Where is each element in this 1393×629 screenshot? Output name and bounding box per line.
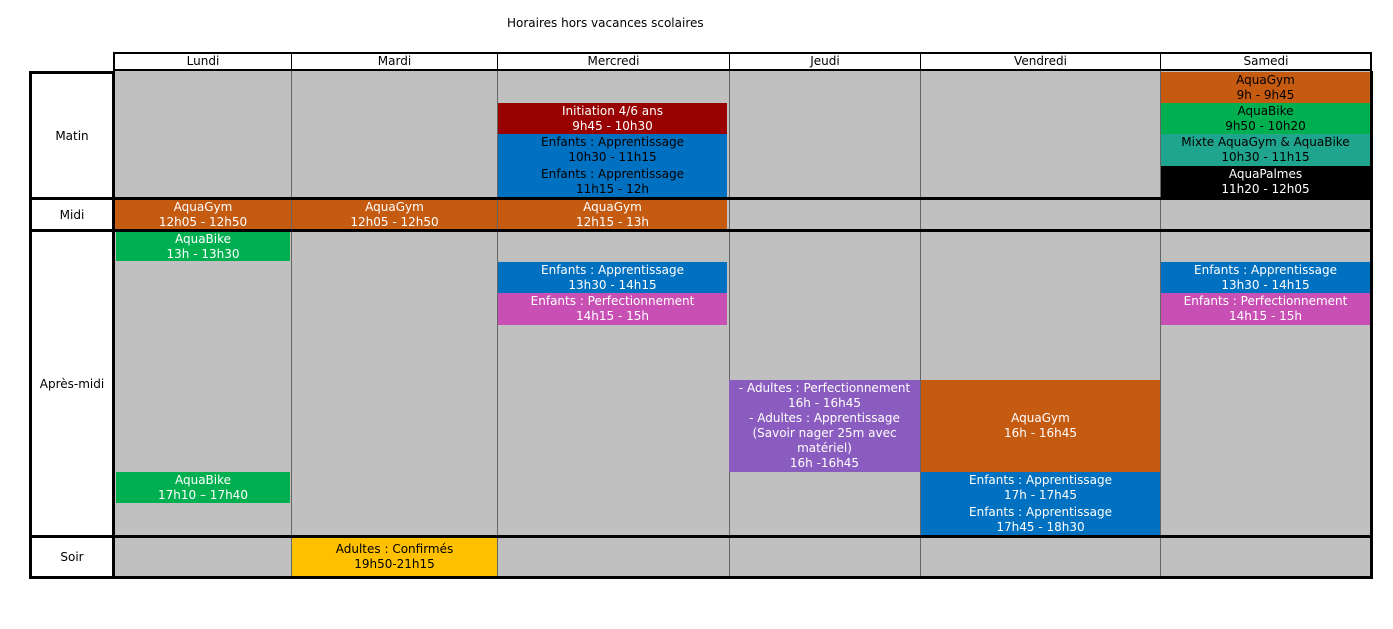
activity-aquabike-samedi bbox=[1161, 103, 1370, 134]
activity-apprentissage-vendredi-1 bbox=[921, 472, 1160, 504]
activity-title: Mixte AquaGym & AquaBike bbox=[1181, 135, 1350, 149]
activity-perfectionnement-mercredi bbox=[498, 293, 727, 325]
activity-title: AquaBike bbox=[174, 472, 232, 487]
activity-title: Enfants : Apprentissage bbox=[541, 135, 684, 149]
activity-apprentissage-mercredi-3 bbox=[498, 262, 727, 293]
activity-title: - Adultes : Perfectionnement bbox=[738, 381, 911, 395]
activity-time: 16h -16h45 bbox=[789, 456, 860, 470]
activity-title: AquaPalmes bbox=[1228, 166, 1303, 181]
table-border bbox=[29, 576, 1373, 579]
activity-mixte-samedi bbox=[1161, 134, 1370, 166]
activity-apprentissage-vendredi-2 bbox=[921, 504, 1160, 535]
period-label-matin: Matin bbox=[29, 71, 115, 200]
activity-time: 12h15 - 13h bbox=[576, 214, 649, 229]
activity-adultes-confirmes-mardi bbox=[292, 538, 497, 576]
activity-aquapalmes-samedi bbox=[1161, 166, 1370, 197]
activity-time: 11h15 - 12h bbox=[576, 181, 649, 196]
activity-title: AquaGym bbox=[1011, 411, 1070, 425]
activity-aquagym-lundi-midi bbox=[115, 200, 291, 229]
activity-title: AquaBike bbox=[1237, 103, 1294, 118]
activity-apprentissage-mercredi-1 bbox=[498, 134, 727, 166]
activity-time: 9h45 - 10h30 bbox=[572, 118, 653, 133]
activity-aquabike-lundi-2 bbox=[116, 472, 290, 503]
day-header-jeudi: Jeudi bbox=[729, 52, 920, 71]
day-header-mardi: Mardi bbox=[291, 52, 497, 71]
activity-time: 13h30 - 14h15 bbox=[1221, 277, 1310, 292]
activity-note: matériel) bbox=[797, 441, 852, 455]
activity-time: 9h - 9h45 bbox=[1236, 87, 1295, 102]
activity-time: 17h - 17h45 bbox=[1004, 488, 1077, 502]
activity-apprentissage-samedi bbox=[1161, 262, 1370, 293]
activity-apprentissage-mercredi-2 bbox=[498, 166, 727, 197]
activity-time: 10h30 - 11h15 bbox=[568, 150, 657, 164]
period-divider bbox=[29, 535, 1373, 538]
activity-time: 17h45 - 18h30 bbox=[996, 519, 1085, 534]
activity-title: Enfants : Apprentissage bbox=[969, 473, 1112, 487]
day-header-vendredi: Vendredi bbox=[920, 52, 1160, 71]
activity-title: AquaBike bbox=[174, 232, 232, 246]
activity-title: AquaGym bbox=[1236, 72, 1295, 87]
column-divider bbox=[729, 71, 730, 578]
activity-perfectionnement-samedi bbox=[1161, 293, 1370, 325]
day-header-mercredi: Mercredi bbox=[497, 52, 729, 71]
activity-aquabike-lundi-1 bbox=[116, 232, 290, 261]
activity-time: 16h - 16h45 bbox=[788, 396, 861, 410]
activity-title: - Adultes : Apprentissage bbox=[749, 411, 900, 425]
table-border bbox=[112, 71, 115, 578]
period-label-apres-midi: Après-midi bbox=[29, 229, 115, 538]
activity-time: 11h20 - 12h05 bbox=[1221, 181, 1310, 196]
activity-title: Adultes : Confirmés bbox=[335, 542, 454, 556]
activity-title: AquaGym bbox=[173, 200, 233, 214]
activity-title: Enfants : Apprentissage bbox=[541, 166, 684, 181]
activity-aquagym-mercredi-midi bbox=[498, 200, 727, 229]
activity-time: 16h - 16h45 bbox=[1004, 426, 1077, 440]
activity-time: 12h05 - 12h50 bbox=[158, 214, 248, 229]
activity-time: 19h50-21h15 bbox=[354, 557, 435, 571]
activity-time: 10h30 - 11h15 bbox=[1221, 150, 1310, 164]
activity-time: 13h - 13h30 bbox=[166, 246, 240, 261]
activity-time: 17h10 – 17h40 bbox=[158, 487, 248, 502]
activity-time: 9h50 - 10h20 bbox=[1225, 118, 1306, 133]
day-header-samedi: Samedi bbox=[1160, 52, 1371, 71]
activity-initiation-4-6-mercredi bbox=[498, 103, 727, 134]
activity-title: Enfants : Apprentissage bbox=[969, 504, 1112, 519]
activity-aquagym-vendredi bbox=[921, 380, 1160, 472]
activity-note: (Savoir nager 25m avec bbox=[752, 426, 897, 440]
page-title: Horaires hors vacances scolaires bbox=[507, 16, 704, 30]
activity-time: 13h30 - 14h15 bbox=[568, 277, 657, 292]
activity-time: 14h15 - 15h bbox=[576, 309, 649, 323]
period-label-soir: Soir bbox=[29, 535, 115, 579]
activity-title: AquaGym bbox=[365, 200, 424, 214]
activity-title: AquaGym bbox=[583, 200, 642, 214]
column-divider bbox=[291, 71, 292, 578]
activity-time: 14h15 - 15h bbox=[1229, 309, 1302, 323]
activity-title: Enfants : Apprentissage bbox=[541, 262, 684, 277]
activity-title: Enfants : Perfectionnement bbox=[530, 294, 695, 308]
activity-title: Initiation 4/6 ans bbox=[561, 103, 663, 118]
activity-aquagym-samedi bbox=[1161, 72, 1370, 103]
activity-title: Enfants : Perfectionnement bbox=[1183, 294, 1348, 308]
activity-adultes-jeudi bbox=[729, 380, 920, 472]
period-label-midi: Midi bbox=[29, 197, 115, 232]
activity-title: Enfants : Apprentissage bbox=[1194, 262, 1337, 277]
activity-aquagym-mardi-midi bbox=[292, 200, 497, 229]
table-border bbox=[1370, 71, 1373, 578]
day-header-lundi: Lundi bbox=[186, 54, 220, 68]
activity-time: 12h05 - 12h50 bbox=[350, 214, 439, 229]
